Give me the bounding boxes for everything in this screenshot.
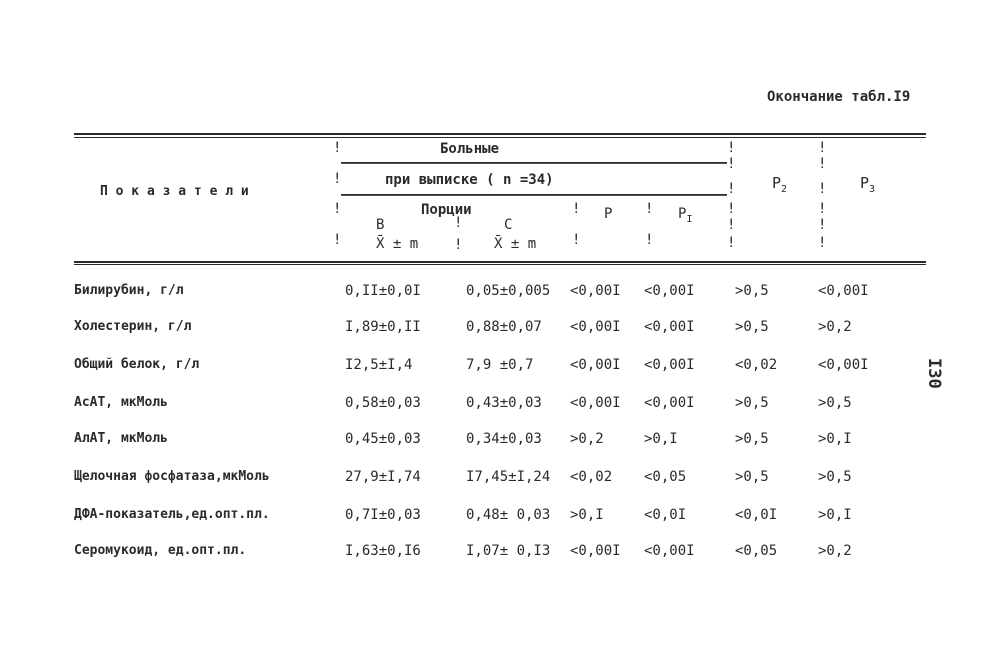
value-p1: <0,00I [644, 395, 695, 411]
table-row [0, 543, 987, 563]
row-name: Холестерин, г/л [74, 319, 192, 334]
value-c: I,07± 0,I3 [466, 543, 551, 559]
divider-mark: ! [645, 201, 654, 217]
value-p1: <0,05 [644, 469, 687, 485]
value-p: <0,02 [570, 469, 613, 485]
value-c: 7,9 ±0,7 [466, 357, 534, 373]
value-c: 0,34±0,03 [466, 431, 542, 447]
header-p3: $P_3$ [860, 174, 876, 195]
value-p1: >0,I [644, 431, 678, 447]
header-c-mean: X̄ ± m [494, 236, 537, 252]
header-rule-1b [341, 163, 727, 164]
table-row [0, 431, 987, 451]
table-row [0, 357, 987, 377]
value-p2: <0,0I [735, 507, 778, 523]
divider-mark: ! [727, 217, 736, 233]
value-b: I,89±0,II [345, 319, 421, 335]
value-p2: >0,5 [735, 431, 769, 447]
value-p: >0,2 [570, 431, 604, 447]
value-p2: <0,02 [735, 357, 778, 373]
value-p1: <0,00I [644, 357, 695, 373]
value-b: I2,5±I,4 [345, 357, 413, 373]
value-b: 0,58±0,03 [345, 395, 421, 411]
value-p1: <0,00I [644, 283, 695, 299]
table-row [0, 507, 987, 527]
header-p1: $P_I$ [678, 206, 693, 225]
value-p2: >0,5 [735, 319, 769, 335]
divider-mark: ! [727, 235, 736, 251]
value-p: <0,00I [570, 319, 621, 335]
divider-mark: ! [818, 181, 827, 197]
value-p1: <0,0I [644, 507, 687, 523]
value-c: 0,43±0,03 [466, 395, 542, 411]
header-patients: Больные [440, 141, 500, 157]
header-at-discharge: при выписке ( n =34) [385, 172, 554, 188]
value-p2: <0,05 [735, 543, 778, 559]
divider-mark: ! [727, 140, 736, 156]
divider-mark: ! [454, 237, 463, 253]
divider-mark: ! [333, 171, 342, 187]
divider-mark: ! [645, 232, 654, 248]
value-p3: <0,00I [818, 357, 869, 373]
header-b-mean: X̄ ± m [376, 236, 419, 252]
value-p: <0,00I [570, 283, 621, 299]
divider-mark: ! [572, 201, 581, 217]
header-bottom-rule [74, 261, 926, 263]
header-p: P [604, 206, 613, 222]
value-p: <0,00I [570, 395, 621, 411]
divider-mark: ! [727, 201, 736, 217]
header-portions: Порции [421, 202, 472, 218]
divider-mark: ! [333, 140, 342, 156]
divider-mark: ! [818, 201, 827, 217]
header-p2: $P_2$ [772, 174, 788, 195]
table-row [0, 283, 987, 303]
value-p3: >0,5 [818, 469, 852, 485]
header-rule-2b [341, 195, 727, 196]
header-indicators: П о к а з а т е л и [100, 184, 249, 199]
top-rule [74, 133, 926, 135]
value-p3: >0,I [818, 507, 852, 523]
divider-mark: ! [454, 215, 463, 231]
row-name: Общий белок, г/л [74, 357, 200, 372]
value-c: 0,05±0,005 [466, 283, 551, 299]
divider-mark: ! [727, 156, 736, 172]
table-row [0, 319, 987, 339]
row-name: АсАТ, мкМоль [74, 395, 168, 410]
value-b: 0,45±0,03 [345, 431, 421, 447]
divider-mark: ! [818, 156, 827, 172]
value-p3: >0,2 [818, 319, 852, 335]
value-p3: >0,5 [818, 395, 852, 411]
row-name: Серомукоид, ед.опт.пл. [74, 543, 247, 558]
value-p: <0,00I [570, 543, 621, 559]
value-p: <0,00I [570, 357, 621, 373]
header-bottom-rule-thin [74, 264, 926, 265]
value-p2: >0,5 [735, 395, 769, 411]
value-p3: >0,2 [818, 543, 852, 559]
top-rule-thin [74, 137, 926, 138]
header-c: C [504, 217, 513, 233]
divider-mark: ! [818, 235, 827, 251]
divider-mark: ! [333, 201, 342, 217]
value-c: 0,48± 0,03 [466, 507, 551, 523]
value-b: 0,7I±0,03 [345, 507, 421, 523]
table-caption: Окончание табл.I9 [767, 89, 911, 105]
value-b: I,63±0,I6 [345, 543, 421, 559]
value-p2: >0,5 [735, 469, 769, 485]
value-b: 0,II±0,0I [345, 283, 421, 299]
divider-mark: ! [727, 181, 736, 197]
row-name: Щелочная фосфатаза,мкМоль [74, 469, 270, 484]
value-p: >0,I [570, 507, 604, 523]
divider-mark: ! [333, 232, 342, 248]
divider-mark: ! [572, 232, 581, 248]
value-c: 0,88±0,07 [466, 319, 542, 335]
divider-mark: ! [818, 217, 827, 233]
table-row [0, 469, 987, 489]
row-name: ДФА-показатель,ед.опт.пл. [74, 507, 270, 522]
table-row [0, 395, 987, 415]
value-p1: <0,00I [644, 543, 695, 559]
divider-mark: ! [818, 140, 827, 156]
row-name: АлАТ, мкМоль [74, 431, 168, 446]
value-b: 27,9±I,74 [345, 469, 421, 485]
row-name: Билирубин, г/л [74, 283, 184, 298]
value-p1: <0,00I [644, 319, 695, 335]
value-p3: <0,00I [818, 283, 869, 299]
value-p3: >0,I [818, 431, 852, 447]
header-b: B [376, 217, 385, 233]
page-number: I30 [924, 358, 944, 389]
value-c: I7,45±I,24 [466, 469, 551, 485]
value-p2: >0,5 [735, 283, 769, 299]
